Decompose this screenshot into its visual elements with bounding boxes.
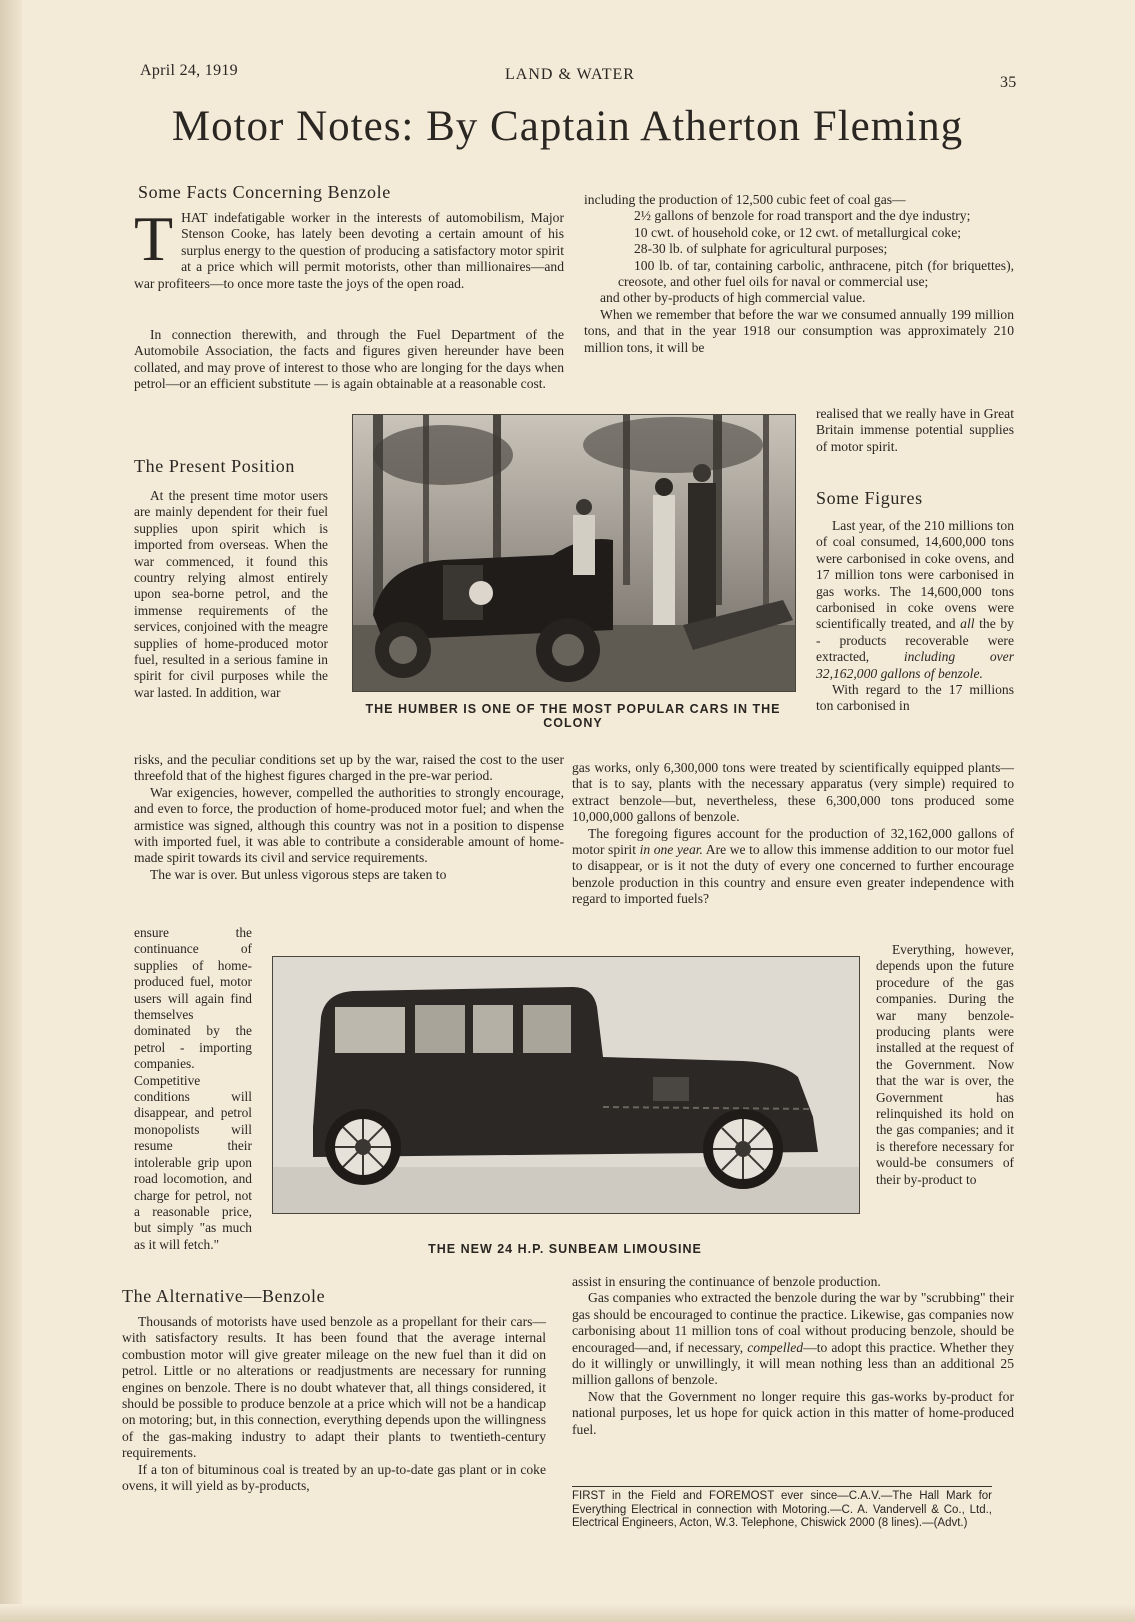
section-heading-present-position: The Present Position bbox=[134, 456, 295, 476]
article-title: Motor Notes: By Captain Atherton Fleming bbox=[171, 103, 964, 150]
paragraph-present-position bbox=[134, 488, 328, 701]
paragraph-text: assist in ensuring the continuance of benzole production. bbox=[572, 1274, 881, 1289]
paragraph-text: realised that we really have in Great Britain immense potential supplies of motor spirit. bbox=[816, 406, 1014, 454]
paragraph-intro bbox=[134, 203, 564, 292]
photo-humber-car bbox=[352, 414, 796, 692]
paragraph-text: Gas companies who extracted the benzole during the war by "scrubbing" their gas should be encouraged to continue the practice. Likewise, gas companies now carbonising about 11 million tons of coal without producing benzole, should be encouraged—and, if necessary, bbox=[572, 1290, 1014, 1355]
paragraph-text: With regard to the 17 millions ton carbonised in bbox=[816, 682, 1014, 714]
humber-car-photo bbox=[353, 415, 795, 691]
list-item: 10 cwt. of household coke, or 12 cwt. of metallurgical coke; bbox=[634, 224, 962, 240]
paragraph-war-over-cont bbox=[134, 925, 252, 1253]
paragraph-text: War exigencies, however, compelled the authorities to strongly encourage, and even to force, the production of home-produced motor fuel; and when the armistice was signed, although this country was not in a position to dispense with imported fuel, it was able to contribute a considerable amount of home-made spirit towards its civil and service requirements. bbox=[134, 784, 564, 866]
paragraph-text: When we remember that before the war we consumed annually 199 million tons, and that in the year 1918 our consumption was approximately 210 million tons, it will be bbox=[584, 306, 1014, 355]
paragraph-text: HAT indefatigable worker in the interests of automobilism, Major Stenson Cooke, has lately been devoting a certain amount of his surplus energy to the question of producing a satisfactory motor spirit at a price which will permit motorists, other than millionaires—and war profiteers—to once more taste the joys of the open road. bbox=[134, 210, 564, 291]
paragraph-text: ensure the continuance of supplies of home-produced fuel, motor users will again find themselves dominated by the petrol - importing companies. Competitive conditions will disappear, and petrol monopolists will resume their intolerable grip upon road locomotion, and charge for petrol, not a reasonable price, but simply "as much as it will fetch." bbox=[134, 925, 252, 1252]
section-benzole-facts bbox=[134, 203, 564, 292]
paragraph-text: In connection therewith, and through the Fuel Department of the Automobile Association, the facts and figures given hereunder have been collated, and may prove of interest to those who are longing for the days when petrol—or an efficient substitute — is again obtainable at a reasonable cost. bbox=[134, 327, 564, 392]
section-heading-alternative: The Alternative—Benzole bbox=[122, 1286, 326, 1306]
paragraph-text: including the production of 12,500 cubic feet of coal gas— bbox=[584, 192, 906, 207]
list-item: 100 lb. of tar, containing carbolic, anthracene, pitch (for briquettes), creosote, and other fuel oils for naval or commercial use; bbox=[618, 257, 1014, 290]
list-item: 28-30 lb. of sulphate for agricultural purposes; bbox=[634, 241, 888, 257]
emphasis-text: all bbox=[960, 616, 975, 632]
emphasis-text: including over 32,162,000 gallons of benzole. bbox=[816, 649, 1014, 681]
photo-sunbeam-limousine bbox=[272, 956, 860, 1214]
list-item: 2½ gallons of benzole for road transport and the dye industry; bbox=[634, 208, 971, 224]
emphasis-text: in one year. bbox=[639, 842, 703, 858]
paragraph-association bbox=[134, 327, 564, 393]
paragraph-present-position-cont bbox=[134, 752, 564, 883]
advert-rule bbox=[572, 1486, 992, 1487]
issue-date: April 24, 1919 bbox=[140, 62, 238, 79]
paragraph-text: Are we to allow this immense addition to our motor fuel to disappear, or is it not the duty of every one concerned to further encourage benzole production in this country and ensure even greater independence with regard to imported fuels? bbox=[572, 842, 1015, 907]
paragraph-text: Thousands of motorists have used benzole as a propellant for their cars—with satisfactory results. It has been found that the average internal combustion motor will give greater mileage on the new fuel than it did on petrol. Little or no alterations or readjustments are necessary for running engines on benzole. There is no doubt whatever that, all things considered, it should be possible to produce benzole at a price which will not be a handicap on motoring; but, in this connection, everything depends upon the willingness of the gas-making industry to adapt their plants to twentieth-century requirements. bbox=[122, 1314, 546, 1461]
advertisement: FIRST in the Field and FOREMOST ever since—C.A.V.—The Hall Mark for Everything Electrical in connection with Motoring.—C. A. Vandervell & Co., Ltd., Electrical Engineers, Acton, W.3. Telephone, Chiswick 2000 (8 lines).—(Advt.) bbox=[572, 1490, 992, 1529]
page-number: 35 bbox=[1000, 74, 1017, 91]
paragraph-figures-2 bbox=[572, 760, 1014, 908]
paragraph-text: If a ton of bituminous coal is treated by an up-to-date gas plant or in coke ovens, it will yield as by-products, bbox=[122, 1461, 546, 1494]
drop-cap: T bbox=[134, 203, 174, 274]
paragraph-gas-companies bbox=[572, 1274, 1014, 1438]
caption-humber: THE HUMBER IS ONE OF THE MOST POPULAR CARS IN THE COLONY bbox=[365, 702, 781, 730]
emphasis-text: compelled bbox=[747, 1339, 804, 1355]
paragraph-text: The foregoing figures account for the production of 32,162,000 gallons of motor spirit bbox=[572, 825, 1014, 858]
right-column-byproducts bbox=[584, 192, 1014, 356]
paragraph-text: Now that the Government no longer require this gas-works by-product for national purposes, let us hope for quick action in this matter of home-produced fuel. bbox=[572, 1388, 1014, 1437]
paragraph-text: gas works, only 6,300,000 tons were treated by scientifically equipped plants—that is to say, plants with the necessary apparatus (very simple) required to extract benzole—but, nevertheless, these 6,300,000 tons produced some 10,000,000 gallons of benzole. bbox=[572, 760, 1014, 825]
sunbeam-limousine-photo bbox=[273, 957, 859, 1213]
paragraph-text: The war is over. But unless vigorous steps are taken to bbox=[150, 866, 447, 882]
section-heading-benzole-facts: Some Facts Concerning Benzole bbox=[138, 182, 391, 202]
caption-sunbeam: THE NEW 24 H.P. SUNBEAM LIMOUSINE bbox=[428, 1242, 702, 1256]
paragraph-text: the by - products recoverable were extracted, bbox=[816, 616, 1014, 665]
section-heading-some-figures: Some Figures bbox=[816, 488, 923, 508]
paragraph-text: Everything, however, depends upon the future procedure of the gas companies. During the war many benzole-producing plants were installed at the request of the Government. Now that the war is over, the Government has relinquished its hold on the gas companies; and it is therefore necessary for would-be consumers of their by-product to bbox=[876, 942, 1014, 1187]
publication-name: LAND & WATER bbox=[505, 66, 635, 83]
page-edge-bottom bbox=[0, 1604, 1135, 1622]
page-edge bbox=[0, 0, 22, 1622]
paragraph-realised bbox=[816, 406, 1014, 455]
paragraph-text: risks, and the peculiar conditions set up by the war, raised the cost to the user threefold that of the highest figures charged in the pre-war period. bbox=[134, 752, 564, 784]
paragraph-text: At the present time motor users are mainly dependent for their fuel supplies upon spirit which is imported from overseas. When the war commenced, it found this country relying almost entirely upon sea-borne petrol, and the immense requirements of the services, conjoined with the meagre supplies of home-produced motor fuel, resulted in a serious famine in spirit for civil purposes while the war lasted. In addition, war bbox=[134, 488, 328, 700]
paragraph-text: and other by-products of high commercial value. bbox=[600, 290, 866, 306]
section-alternative bbox=[122, 1314, 546, 1494]
paragraph-text: Last year, of the 210 millions ton of coal consumed, 14,600,000 tons were carbonised in coke ovens, and 17 million tons were carbonised in gas works. The 14,600,000 tons carbonised in coke ovens were scientifically treated, and bbox=[816, 518, 1014, 632]
paragraph-text: —to adopt this practice. Whether they do it willingly or unwillingly, it will mean nothing less than an additional 25 million gallons of benzole. bbox=[572, 1339, 1014, 1388]
paragraph-everything bbox=[876, 942, 1014, 1188]
paragraph-figures-1 bbox=[816, 518, 1014, 715]
